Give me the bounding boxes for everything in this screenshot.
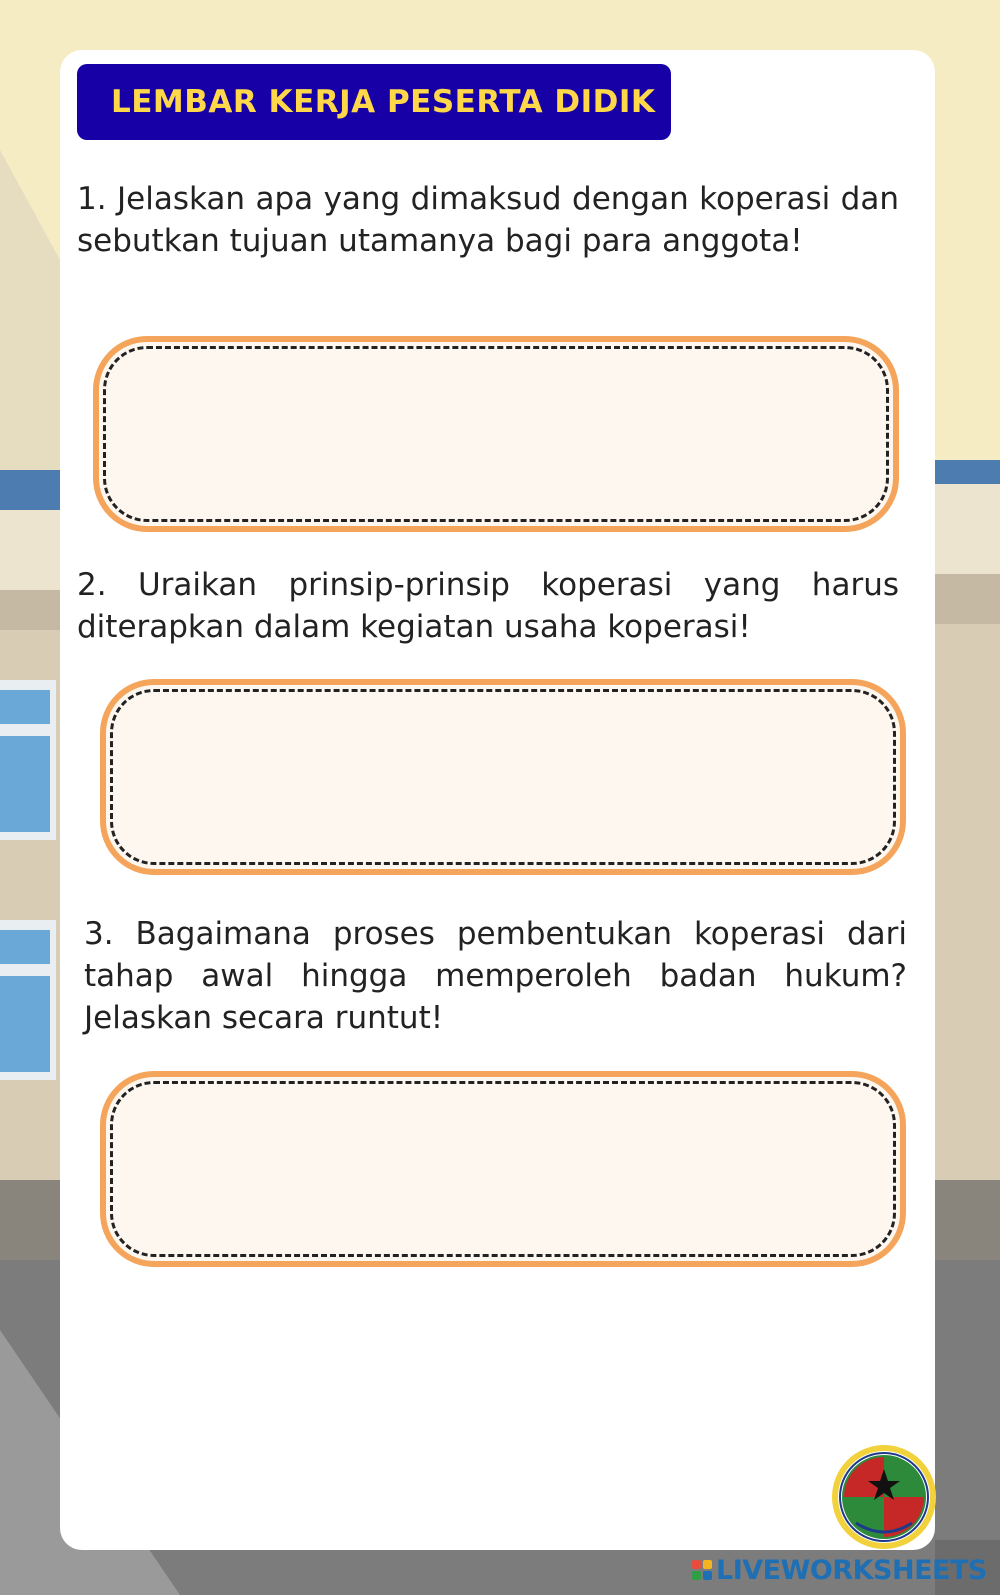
answer-input-1[interactable] (103, 346, 889, 522)
answer-box-1[interactable] (93, 336, 899, 532)
question-2: 2. Uraikan prinsip-prinsip koperasi yang harus diterapkan dalam kegiatan usaha koperasi! (77, 567, 899, 645)
title-banner (77, 64, 671, 140)
question-3: 3. Bagaimana proses pembentukan koperasi dari tahap awal hingga memperoleh badan hukum? Jelaskan secara runtut! (84, 916, 907, 1036)
answer-input-2[interactable] (110, 689, 896, 865)
answer-box-2[interactable] (100, 679, 906, 875)
liveworksheets-logo-icon (692, 1560, 712, 1580)
liveworksheets-brand (692, 1553, 987, 1587)
page-title: LEMBAR KERJA PESERTA DIDIK (111, 84, 656, 120)
question-1: 1. Jelaskan apa yang dimaksud dengan koperasi dan sebutkan tujuan utamanya bagi para anggota! (77, 181, 899, 259)
brand-text: LIVEWORKSHEETS (716, 1554, 987, 1586)
cooperative-emblem-icon (830, 1443, 938, 1551)
answer-box-3[interactable] (100, 1071, 906, 1267)
answer-input-3[interactable] (110, 1081, 896, 1257)
